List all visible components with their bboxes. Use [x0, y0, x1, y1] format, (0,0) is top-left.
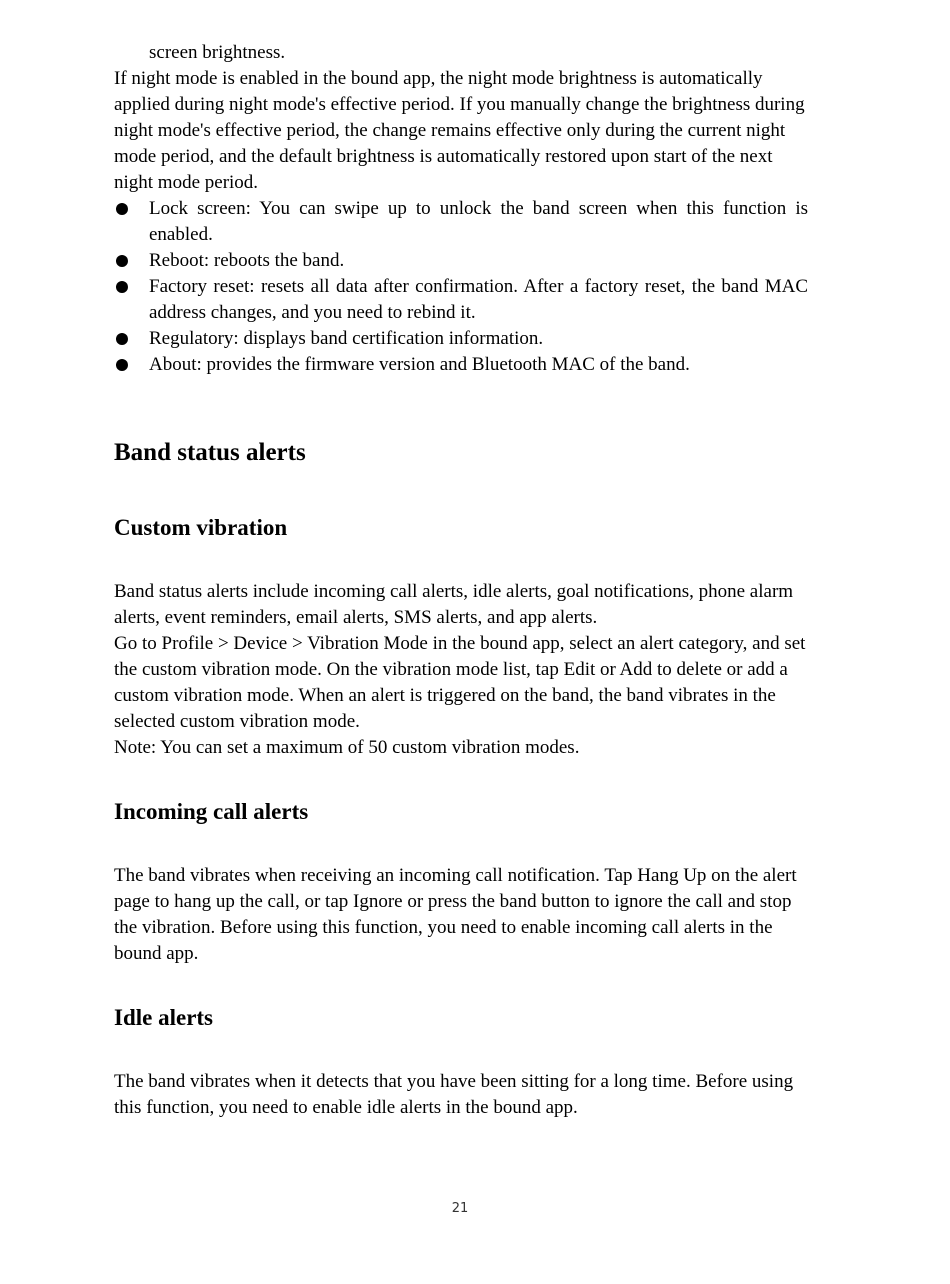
bullet-icon: [116, 255, 128, 267]
custom-vibration-heading: Custom vibration: [114, 515, 288, 540]
page-number: 21: [451, 1201, 469, 1216]
custom-vibration-instructions: Go to Profile > Device > Vibration Mode in the bound app, select an alert category, and set the custom vibration mode. On the vibration mode list, tap Edit or Add to delete or add a custom vibration mode. When an alert is triggered on the band, the band vibrates in the selected custom vibration mode.: [114, 633, 806, 732]
list-item: [114, 274, 808, 326]
continuation-text: screen brightness.: [149, 42, 286, 63]
list-item: [114, 326, 808, 352]
settings-list: [114, 196, 808, 378]
bullet-icon: [116, 333, 128, 345]
document-page: [114, 40, 808, 1121]
band-status-alerts-heading: Band status alerts: [114, 439, 306, 466]
list-item-text: Reboot: reboots the band.: [149, 250, 345, 271]
list-item-text: Factory reset: resets all data after confirmation. After a factory reset, the band MAC address changes, and you need to rebind it.: [149, 276, 808, 323]
bullet-icon: [116, 203, 128, 215]
incoming-call-alerts-paragraph: The band vibrates when receiving an incoming call notification. Tap Hang Up on the alert page to hang up the call, or tap Ignore or press the band button to ignore the call and stop the vibration. Before using this function, you need to enable incoming call alerts in the bound app.: [114, 865, 797, 964]
list-item: [114, 196, 808, 248]
idle-alerts-heading: Idle alerts: [114, 1005, 214, 1030]
list-item-text: About: provides the firmware version and Bluetooth MAC of the band.: [149, 354, 690, 375]
custom-vibration-note: Note: You can set a maximum of 50 custom vibration modes.: [114, 737, 580, 758]
custom-vibration-paragraph: Band status alerts include incoming call alerts, idle alerts, goal notifications, phone alarm alerts, event reminders, email alerts, SMS alerts, and app alerts.: [114, 581, 794, 628]
bullet-icon: [116, 281, 128, 293]
bullet-icon: [116, 359, 128, 371]
list-item-text: Lock screen: You can swipe up to unlock the band screen when this function is enabled.: [149, 198, 808, 245]
list-item: [114, 352, 808, 378]
incoming-call-alerts-heading: Incoming call alerts: [114, 799, 309, 824]
list-item-text: Regulatory: displays band certification information.: [149, 328, 544, 349]
idle-alerts-paragraph: The band vibrates when it detects that you have been sitting for a long time. Before using this function, you need to enable idle alerts in the bound app.: [114, 1071, 794, 1118]
list-item: [114, 248, 808, 274]
night-mode-paragraph: If night mode is enabled in the bound app, the night mode brightness is automatically applied during night mode's effective period. If you manually change the brightness during night mode's effective period, the change remains effective only during the current night mode period, and the default brightness is automatically restored upon start of the next night mode period.: [114, 68, 805, 193]
